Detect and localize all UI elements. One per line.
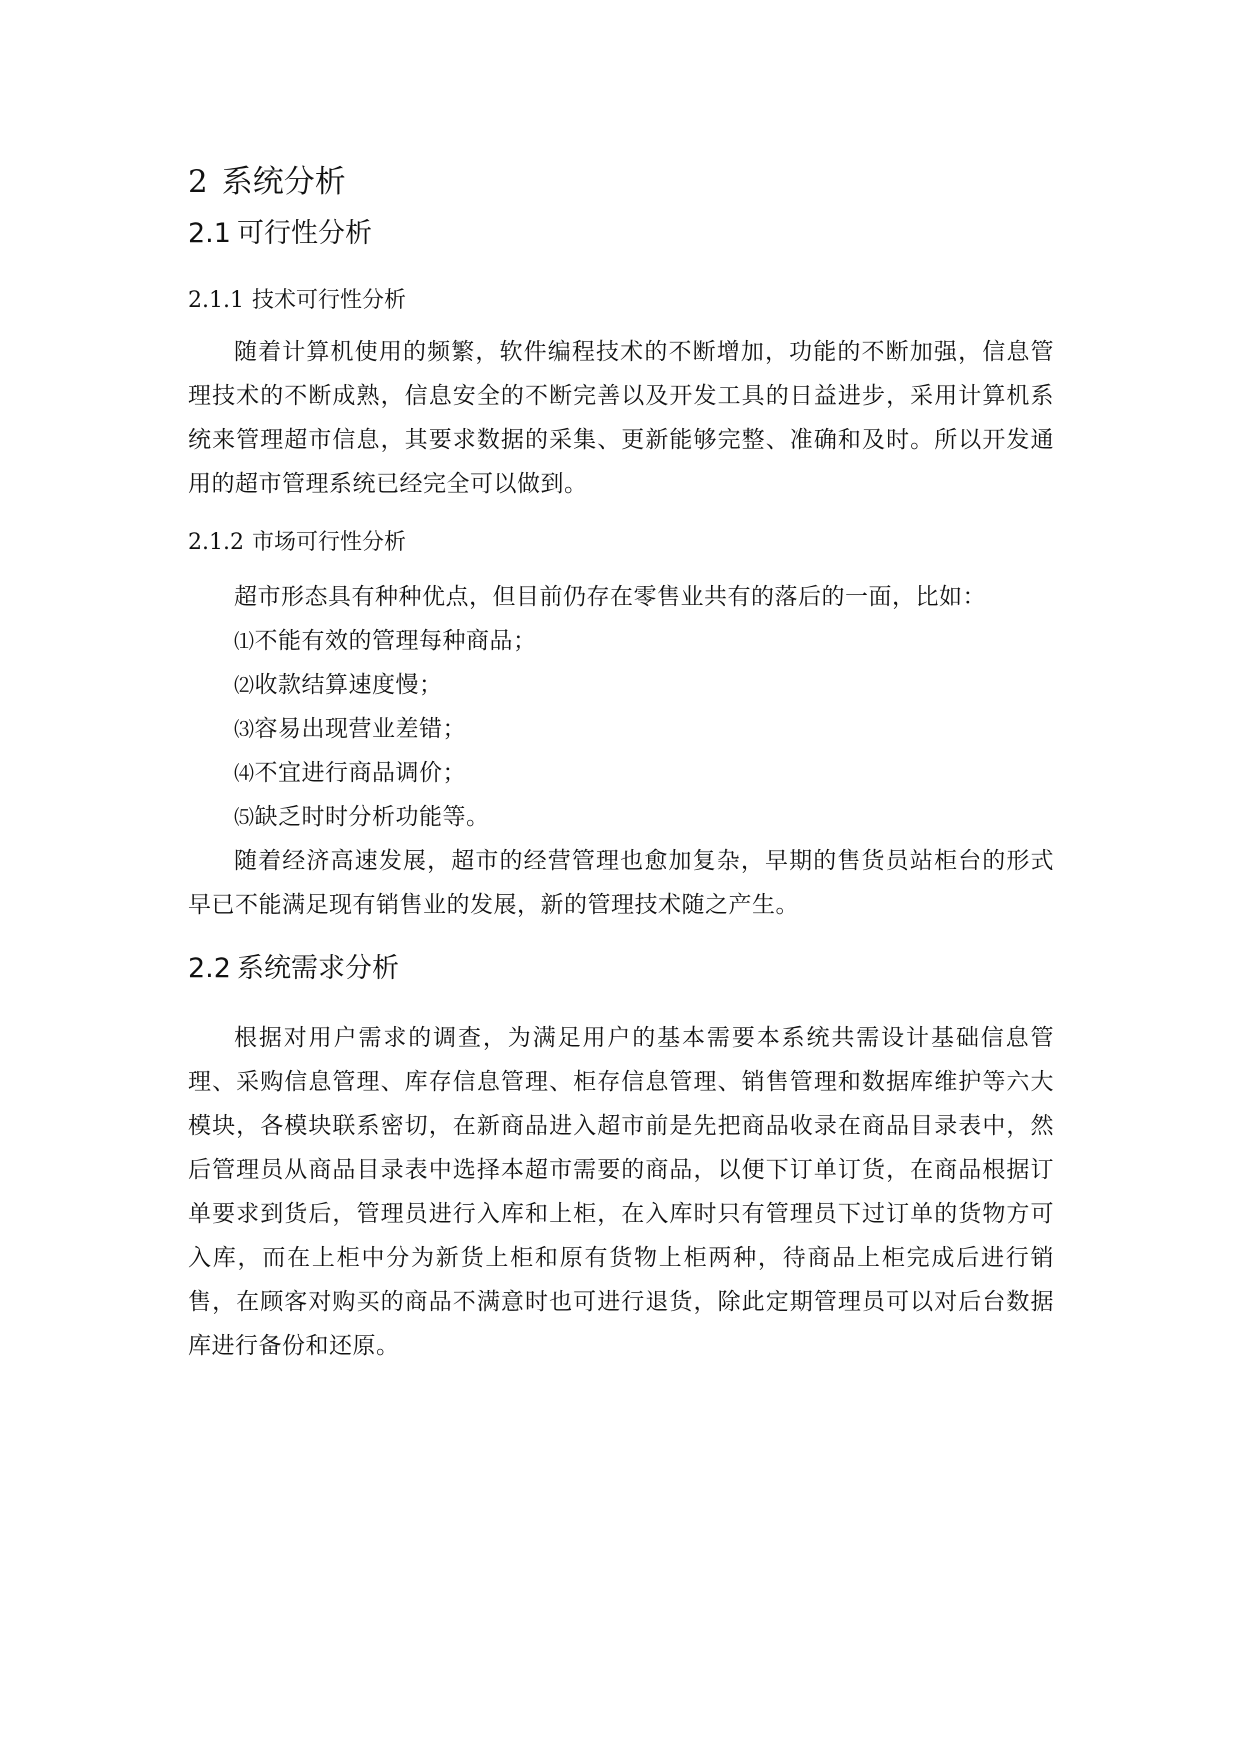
chapter-heading: [188, 162, 346, 202]
section-heading-2-1: [188, 216, 372, 252]
list-item-text: 收款结算速度慢；: [254, 672, 443, 698]
section-heading-2-2: [188, 951, 399, 987]
market-intro-paragraph: 超市形态具有种种优点，但目前仍存在零售业共有的落后的一面，比如：: [234, 584, 986, 610]
list-item: [188, 751, 1054, 795]
subsection-title: 市场可行性分析: [251, 530, 406, 555]
section-title: 系统需求分析: [236, 953, 399, 984]
list-item: [188, 707, 1054, 751]
list-item-text: 容易出现营业差错；: [254, 716, 466, 742]
list-item-marker: ⑸: [234, 805, 255, 829]
subsection-heading-2-1-1: [188, 286, 406, 316]
technical-feasibility-paragraph: 随着计算机使用的频繁，软件编程技术的不断增加，功能的不断加强，信息管理技术的不断成熟，信息安全的不断完善以及开发工具的日益进步，采用计算机系统来管理超市信息，其要求数据的采集、更新能够完整、准确和及时。所以开发通用的超市管理系统已经完全可以做到。: [188, 339, 1054, 497]
subsection-heading-2-1-2: [188, 528, 406, 558]
market-closing-paragraph: 随着经济高速发展，超市的经营管理也愈加复杂，早期的售货员站柜台的形式早已不能满足现有销售业的发展，新的管理技术随之产生。: [188, 848, 1054, 918]
subsection-title: 技术可行性分析: [251, 288, 406, 313]
list-item-marker: ⑷: [234, 761, 255, 785]
list-item-text: 不能有效的管理每种商品；: [254, 628, 537, 654]
list-item-marker: ⑶: [234, 717, 255, 741]
subsection-number: 2.1.2: [188, 530, 244, 555]
list-item-marker: ⑴: [234, 629, 255, 653]
list-item: [188, 663, 1054, 707]
section-title: 可行性分析: [236, 218, 372, 249]
section-number: 2.1: [188, 218, 231, 249]
chapter-number: 2: [188, 164, 208, 200]
list-item: [188, 619, 1054, 663]
section-number: 2.2: [188, 953, 231, 984]
list-item-text: 不宜进行商品调价；: [254, 760, 466, 786]
list-item-text: 缺乏时时分析功能等。: [254, 804, 490, 830]
market-problems-list: [188, 619, 1054, 839]
subsection-number: 2.1.1: [188, 288, 244, 313]
list-item: [188, 795, 1054, 839]
chapter-title: 系统分析: [221, 164, 346, 200]
requirements-paragraph: 根据对用户需求的调查，为满足用户的基本需要本系统共需设计基础信息管理、采购信息管理、库存信息管理、柜存信息管理、销售管理和数据库维护等六大模块，各模块联系密切，在新商品进入超市前是先把商品收录在商品目录表中，然后管理员从商品目录表中选择本超市需要的商品，以便下订单订货，在商品根据订单要求到货后，管理员进行入库和上柜，在入库时只有管理员下过订单的货物方可入库，而在上柜中分为新货上柜和原有货物上柜两种，待商品上柜完成后进行销售，在顾客对购买的商品不满意时也可进行退货，除此定期管理员可以对后台数据库进行备份和还原。: [188, 1025, 1054, 1359]
list-item-marker: ⑵: [234, 673, 255, 697]
